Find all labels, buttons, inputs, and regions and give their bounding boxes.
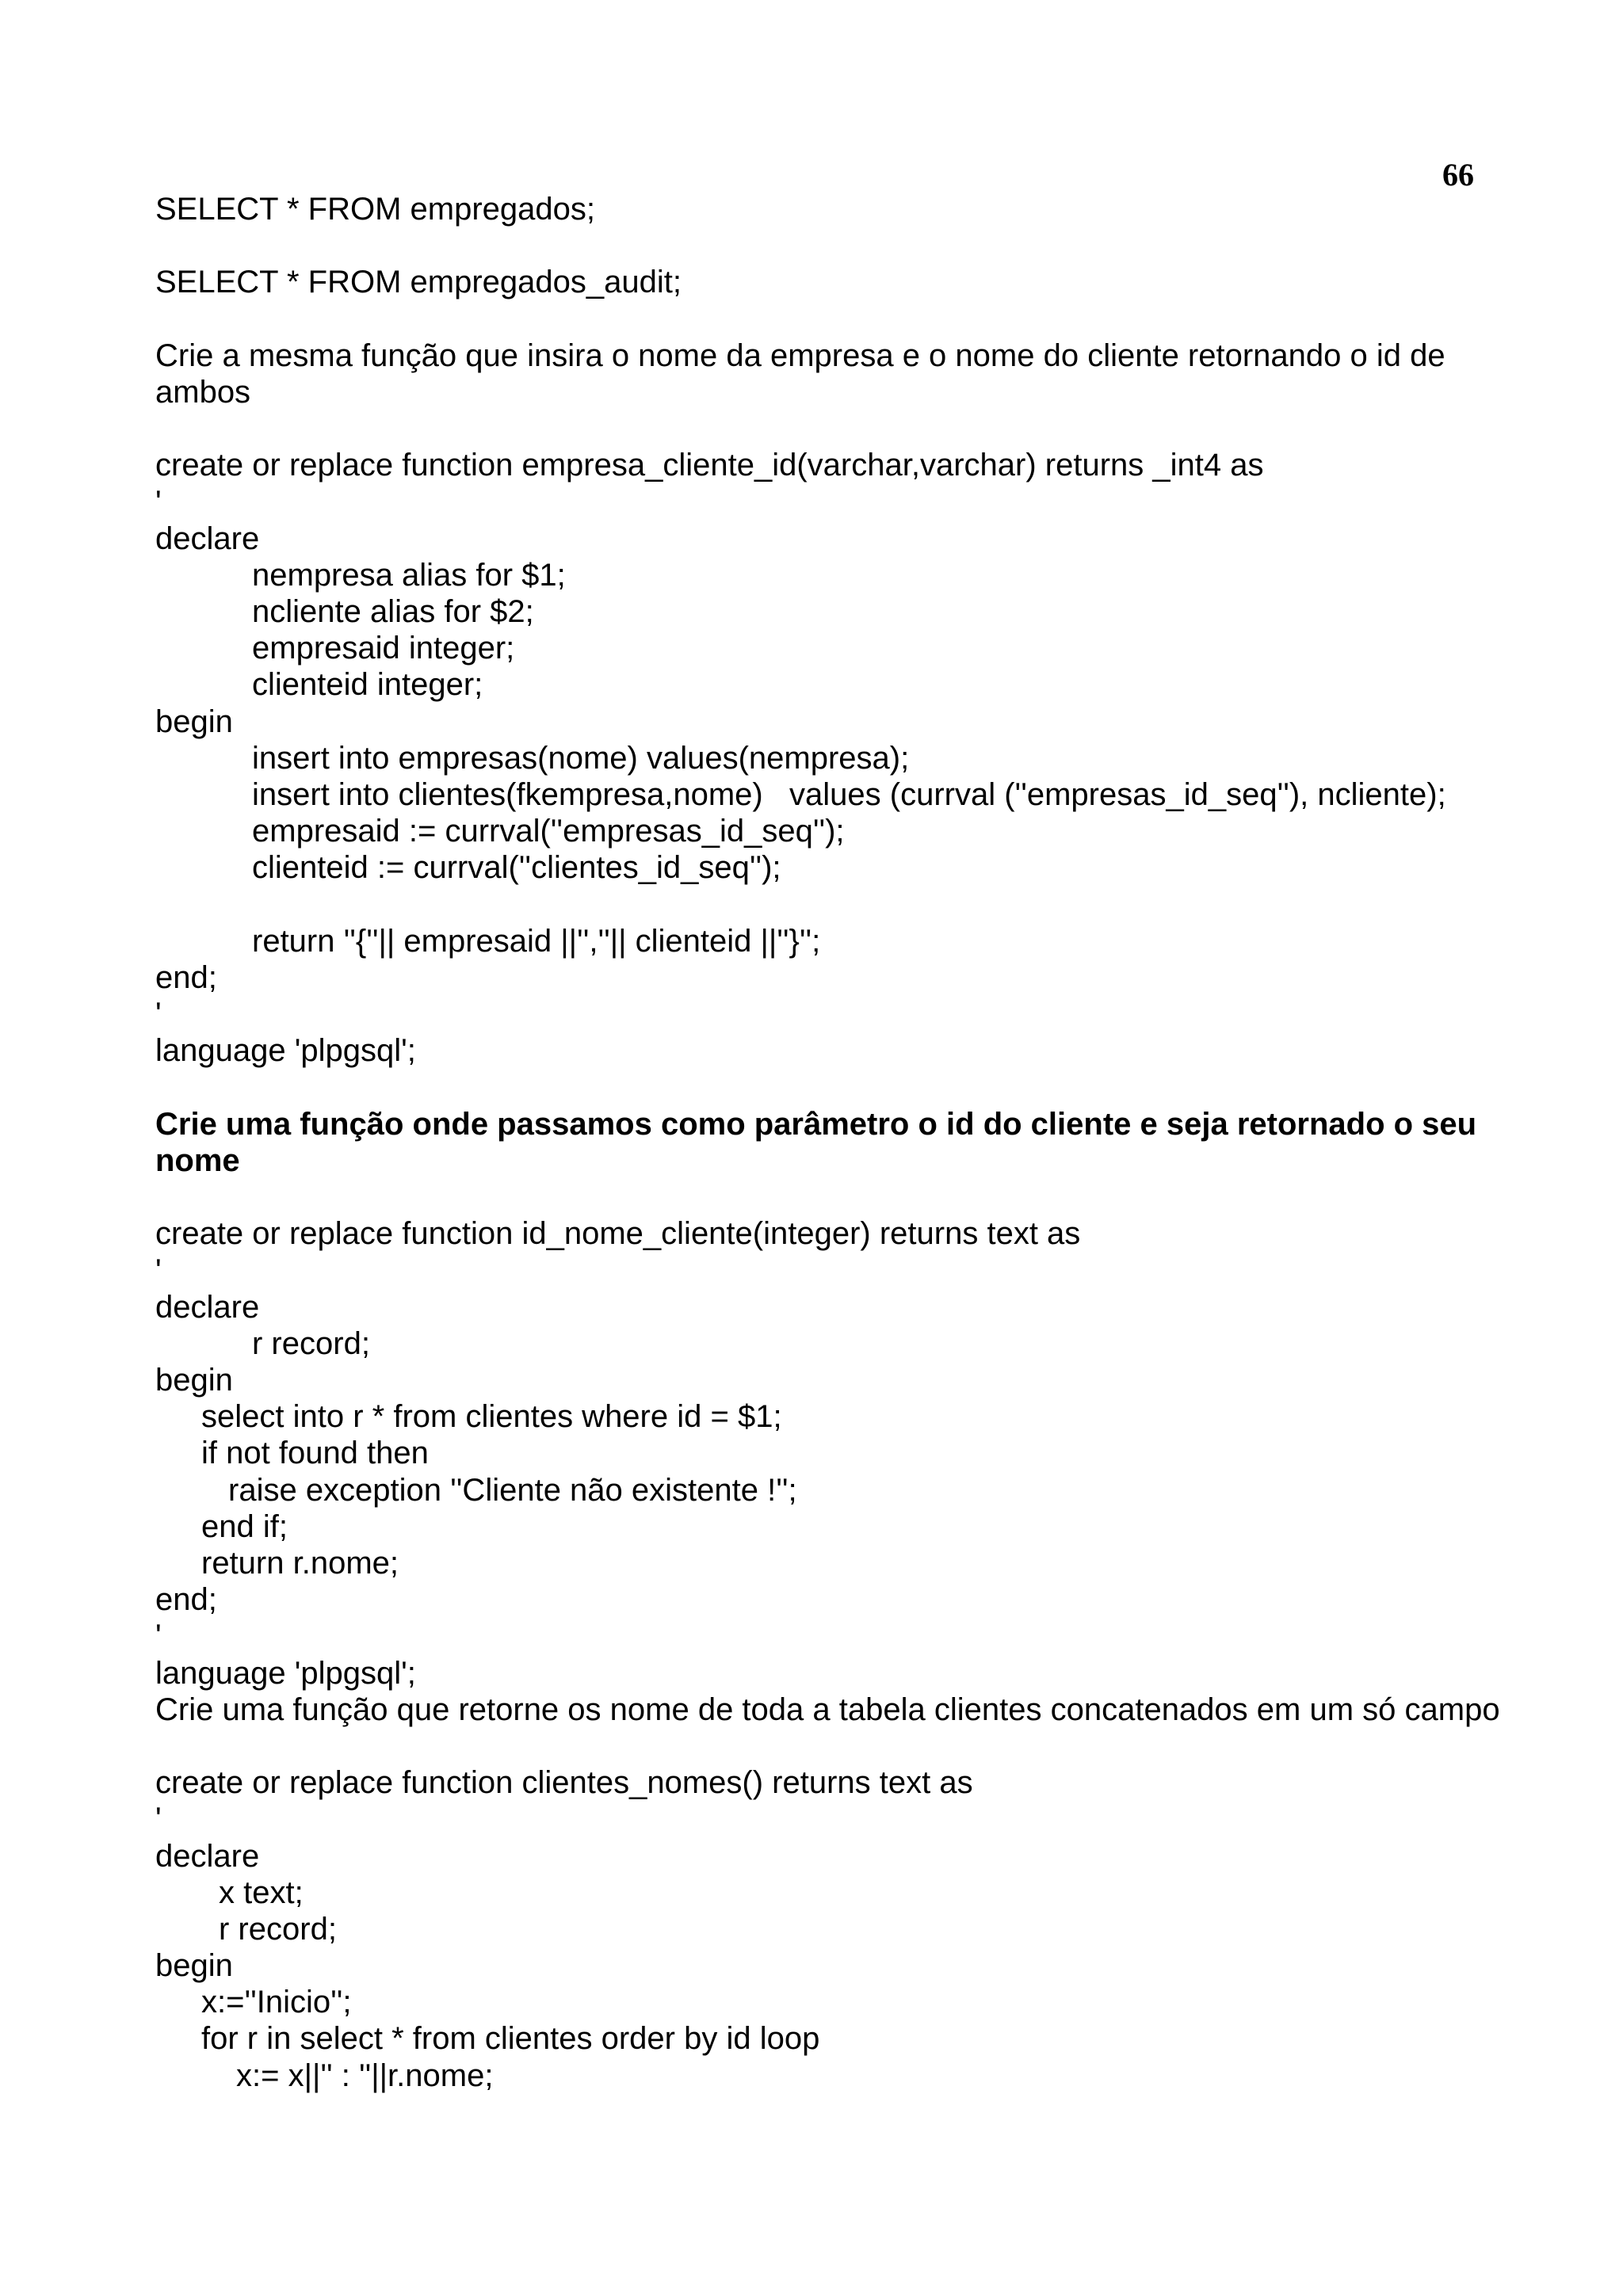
task-instruction-bold: Crie uma função onde passamos como parâmetro o id do cliente e seja retornado o seu nome — [155, 1106, 1477, 1178]
code-line: empresaid := currval(''empresas_id_seq''); — [252, 814, 845, 849]
task-instruction: Crie uma função que retorne os nome de toda a tabela clientes concatenados em um só campo — [155, 1691, 1500, 1727]
code-line: end if; — [201, 1508, 288, 1544]
code-line: ' — [155, 997, 162, 1032]
code-line: ' — [155, 1253, 162, 1288]
code-line: x:=''Inicio''; — [201, 1985, 352, 2020]
code-line: clienteid integer; — [252, 667, 483, 703]
code-line: if not found then — [201, 1436, 429, 1471]
document-body — [155, 191, 1503, 2094]
code-line: x text; — [219, 1875, 304, 1910]
code-block-clientes-nomes — [155, 1764, 1503, 2094]
code-line: ' — [155, 484, 162, 520]
code-line: for r in select * from clientes order by id loop — [201, 2021, 820, 2057]
code-line: insert into clientes(fkempresa,nome) values (currval (''empresas_id_seq''), ncliente); — [252, 777, 1446, 813]
code-line: insert into empresas(nome) values(nempresa); — [252, 740, 910, 776]
code-line: create or replace function empresa_cliente_id(varchar,varchar) returns _int4 as — [155, 448, 1264, 483]
code-line: SELECT * FROM empregados_audit; — [155, 265, 682, 300]
code-line: ' — [155, 1619, 162, 1654]
code-line: x:= x||'' : ''||r.nome; — [236, 2058, 494, 2093]
code-line: begin — [155, 704, 233, 739]
page-number: 66 — [1442, 157, 1474, 193]
code-line: declare — [155, 1289, 260, 1325]
code-line: end; — [155, 1582, 217, 1618]
task-instruction: Crie a mesma função que insira o nome da empresa e o nome do cliente retornando o id de ambos — [155, 338, 1445, 410]
code-block-empresa-cliente-id — [155, 447, 1503, 1069]
code-line: raise exception ''Cliente não existente !''; — [228, 1472, 797, 1508]
code-line: select into r * from clientes where id = $1; — [201, 1399, 782, 1435]
code-line: clienteid := currval(''clientes_id_seq''); — [252, 850, 781, 886]
code-line: r record; — [252, 1325, 370, 1361]
code-line: empresaid integer; — [252, 631, 515, 666]
code-line: language 'plpgsql'; — [155, 1033, 416, 1069]
code-line: return ''{''|| empresaid ||'',''|| clienteid ||''}''; — [252, 923, 821, 959]
code-line: language 'plpgsql'; — [155, 1655, 416, 1691]
code-line: nempresa alias for $1; — [252, 557, 566, 593]
code-line: declare — [155, 521, 260, 556]
code-line: begin — [155, 1363, 233, 1398]
code-line: r record; — [219, 1911, 337, 1947]
code-line: SELECT * FROM empregados; — [155, 192, 596, 227]
code-line: return r.nome; — [201, 1546, 399, 1581]
code-line: ncliente alias for $2; — [252, 594, 534, 630]
code-block-id-nome-cliente — [155, 1215, 1503, 1691]
code-line: ' — [155, 1802, 162, 1837]
code-line: create or replace function id_nome_cliente(integer) returns text as — [155, 1216, 1081, 1252]
code-line: declare — [155, 1838, 260, 1874]
code-line: create or replace function clientes_nomes() returns text as — [155, 1765, 973, 1801]
code-line: begin — [155, 1948, 233, 1984]
code-line: end; — [155, 959, 217, 995]
